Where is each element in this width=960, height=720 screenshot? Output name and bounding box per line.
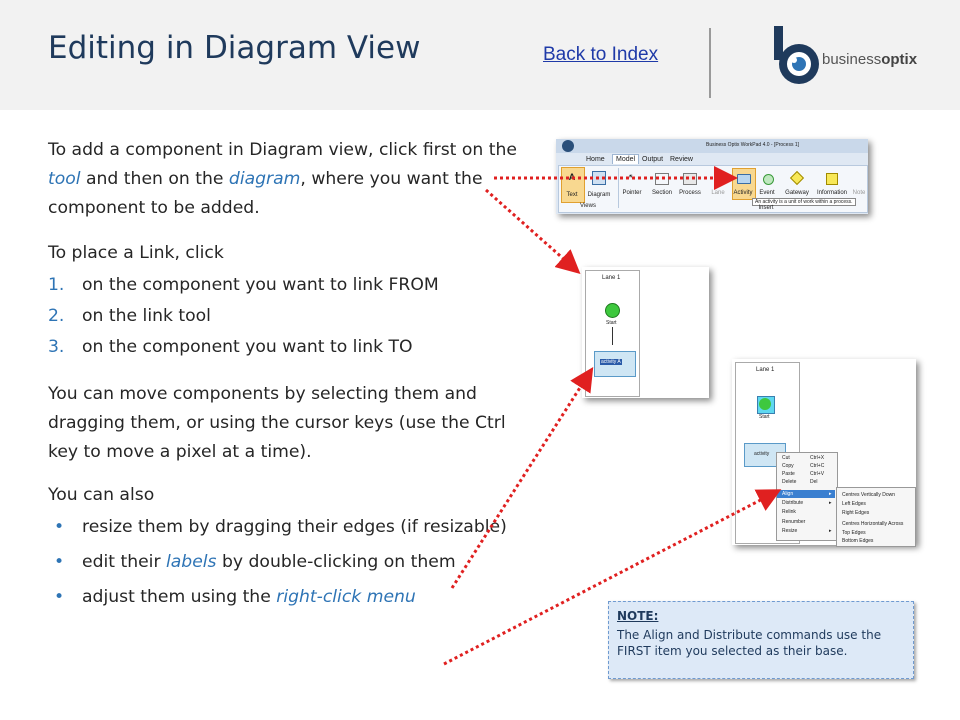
intro-text-3: , where you want the component to be added. [48, 169, 483, 218]
information-tool-label: Information [816, 190, 847, 196]
link-intro: To place a Link, click [48, 243, 224, 263]
event-tool-label: Event [759, 190, 775, 196]
bullet-icon: • [54, 517, 65, 537]
submenu-item[interactable]: Centres Horizontally Across [842, 521, 904, 527]
intro-text-1: To add a component in Diagram view, click first on the [48, 140, 517, 160]
menu-item-renumber[interactable]: Renumber [782, 519, 806, 525]
activity-tooltip: An activity is a unit of work within a process. [752, 198, 856, 206]
window-title: Business Optix WorkPad 4.0 - [Process 1] [706, 142, 800, 148]
arrow-to-context-menu [444, 492, 776, 664]
menu-item-distribute[interactable]: Distribute [782, 500, 804, 506]
submenu-item[interactable]: Centres Vertically Down [842, 492, 896, 498]
menu-shortcut: Ctrl+C [810, 463, 825, 469]
step-text: on the link tool [82, 306, 211, 326]
lane-tool-label[interactable]: Lane [711, 190, 725, 196]
tab-model[interactable]: Model [612, 154, 639, 164]
section-tool-label: Section [651, 190, 672, 196]
bullet-icon: • [54, 552, 65, 572]
page-title: Editing in Diagram View [48, 30, 421, 66]
bullet-icon: • [54, 587, 65, 607]
submenu-item[interactable]: Left Edges [842, 501, 866, 507]
tab-output[interactable]: Output [642, 156, 664, 163]
also-intro: You can also [48, 485, 155, 505]
tab-review[interactable]: Review [670, 156, 693, 163]
note-tool-label[interactable]: Note [852, 190, 866, 196]
logo-text-light: business [822, 51, 882, 68]
tab-home[interactable]: Home [586, 156, 605, 163]
lane-label: Lane 1 [756, 367, 775, 373]
arrow-to-activity [452, 372, 590, 588]
menu-shortcut: Ctrl+V [810, 471, 825, 477]
step-number: 1. [48, 275, 65, 295]
bullet-accent-text: right-click menu [276, 587, 416, 607]
text-tool-label: Text [566, 192, 578, 198]
submenu-item[interactable]: Top Edges [842, 530, 866, 536]
menu-shortcut: Ctrl+X [810, 455, 825, 461]
submenu-arrow-icon: ▸ [829, 528, 832, 534]
bullet-text: resize them by dragging their edges (if resizable) [82, 517, 507, 537]
lane-label: Lane 1 [602, 275, 621, 281]
menu-item-resize[interactable]: Resize [782, 528, 798, 534]
menu-item-delete[interactable]: Delete [782, 479, 797, 485]
back-to-index-link[interactable]: Back to Index [543, 44, 659, 65]
pointer-tool-label: Pointer [622, 190, 642, 196]
bullet-text: adjust them using the [82, 587, 277, 607]
logo-text-bold: optix [881, 51, 918, 68]
step-text: on the component you want to link FROM [82, 275, 439, 295]
pointer-tool-icon[interactable]: ↖ [628, 172, 636, 182]
menu-item-cut[interactable]: Cut [782, 455, 790, 461]
intro-text-2: and then on the [80, 169, 229, 189]
move-paragraph: You can move components by selecting them and dragging them, or using the cursor keys (use the Ctrl key to move a pixel at a time). [48, 384, 506, 462]
intro-diagram-word: diagram [228, 169, 301, 189]
text-tool-icon: A [568, 172, 576, 182]
gateway-tool-label: Gateway [785, 190, 809, 196]
arrow-to-diagram-1 [486, 190, 576, 270]
diagram-tool-label: Diagram [587, 192, 611, 198]
process-tool-label: Process [679, 190, 701, 196]
menu-item-paste[interactable]: Paste [782, 471, 795, 477]
step-number: 3. [48, 337, 65, 357]
menu-item-align[interactable]: Align [782, 491, 794, 497]
menu-shortcut: Del [810, 479, 818, 485]
bullet-text: edit their [82, 552, 166, 572]
bullet-text: by double-clicking on them [216, 552, 456, 572]
bullet-accent-text: labels [165, 552, 217, 572]
activity-label: activity [754, 451, 770, 457]
note-title: NOTE: [617, 609, 659, 623]
note-text: The Align and Distribute commands use the FIRST item you selected as their base. [617, 628, 882, 658]
start-label: Start [606, 320, 617, 326]
activity-tool-label: Activity [733, 190, 753, 196]
step-number: 2. [48, 306, 65, 326]
start-label: Start [759, 414, 770, 420]
activity-label-editing[interactable]: activity A [601, 359, 621, 365]
menu-item-copy[interactable]: Copy [782, 463, 794, 469]
menu-item-relink[interactable]: Relink [782, 509, 796, 515]
submenu-arrow-icon: ▸ [829, 500, 832, 506]
submenu-arrow-icon: ▸ [829, 491, 832, 497]
step-text: on the component you want to link TO [82, 337, 413, 357]
submenu-item[interactable]: Right Edges [842, 510, 870, 516]
insert-group-label: Insert [758, 205, 774, 211]
submenu-item[interactable]: Bottom Edges [842, 538, 874, 544]
views-group-label: Views [580, 203, 596, 209]
intro-tool-word: tool [48, 169, 81, 189]
